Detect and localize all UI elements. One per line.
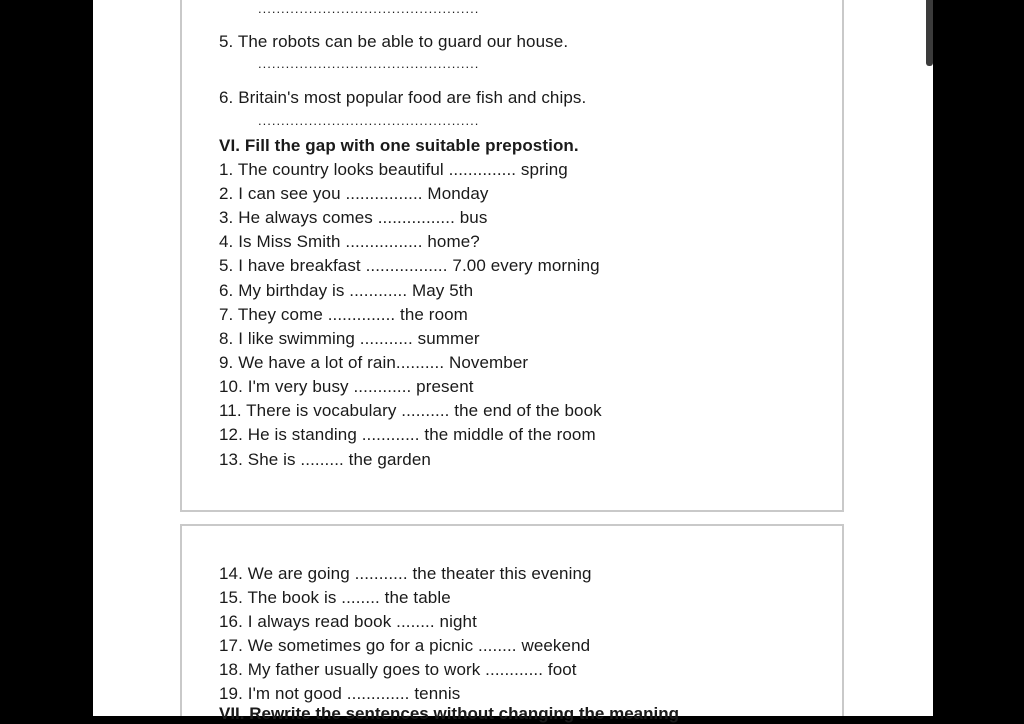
section-vii-heading: VII. Rewrite the sentences without changing the meaning — [219, 704, 680, 723]
gap-item-15: 15. The book is ........ the table — [219, 588, 451, 607]
gap-item-14: 14. We are going ........... the theater this evening — [219, 564, 592, 583]
rewrite-item-5: 5. The robots can be able to guard our house. — [219, 32, 569, 51]
gap-item-6: 6. My birthday is ............ May 5th — [219, 281, 474, 300]
gap-item-19: 19. I'm not good ............. tennis — [219, 684, 461, 703]
gap-item-10: 10. I'm very busy ............ present — [219, 377, 474, 396]
gap-item-9: 9. We have a lot of rain.......... November — [219, 353, 529, 372]
gap-item-17: 17. We sometimes go for a picnic ........ weekend — [219, 636, 591, 655]
gap-item-13: 13. She is ......... the garden — [219, 450, 431, 469]
gap-item-1: 1. The country looks beautiful .............. spring — [219, 160, 568, 179]
gap-item-4: 4. Is Miss Smith ................ home? — [219, 232, 480, 251]
rewrite-item-6: 6. Britain's most popular food are fish and chips. — [219, 88, 587, 107]
gap-item-12: 12. He is standing ............ the middle of the room — [219, 425, 596, 444]
gap-item-11: 11. There is vocabulary .......... the end of the book — [219, 401, 602, 420]
answer-line-5: ................................................ — [258, 56, 480, 71]
gap-item-3: 3. He always comes ................ bus — [219, 208, 488, 227]
gap-item-2: 2. I can see you ................ Monday — [219, 184, 489, 203]
gap-item-18: 18. My father usually goes to work ............ foot — [219, 660, 577, 679]
gap-item-16: 16. I always read book ........ night — [219, 612, 477, 631]
answer-line-6: ................................................ — [258, 113, 480, 128]
section-vi-heading: VI. Fill the gap with one suitable prepostion. — [219, 136, 579, 155]
answer-line-4: ................................................ — [258, 1, 480, 16]
gap-item-7: 7. They come .............. the room — [219, 305, 468, 324]
gap-item-8: 8. I like swimming ........... summer — [219, 329, 480, 348]
gap-item-5: 5. I have breakfast ................. 7.00 every morning — [219, 256, 600, 275]
scrollbar-handle[interactable] — [926, 0, 933, 66]
